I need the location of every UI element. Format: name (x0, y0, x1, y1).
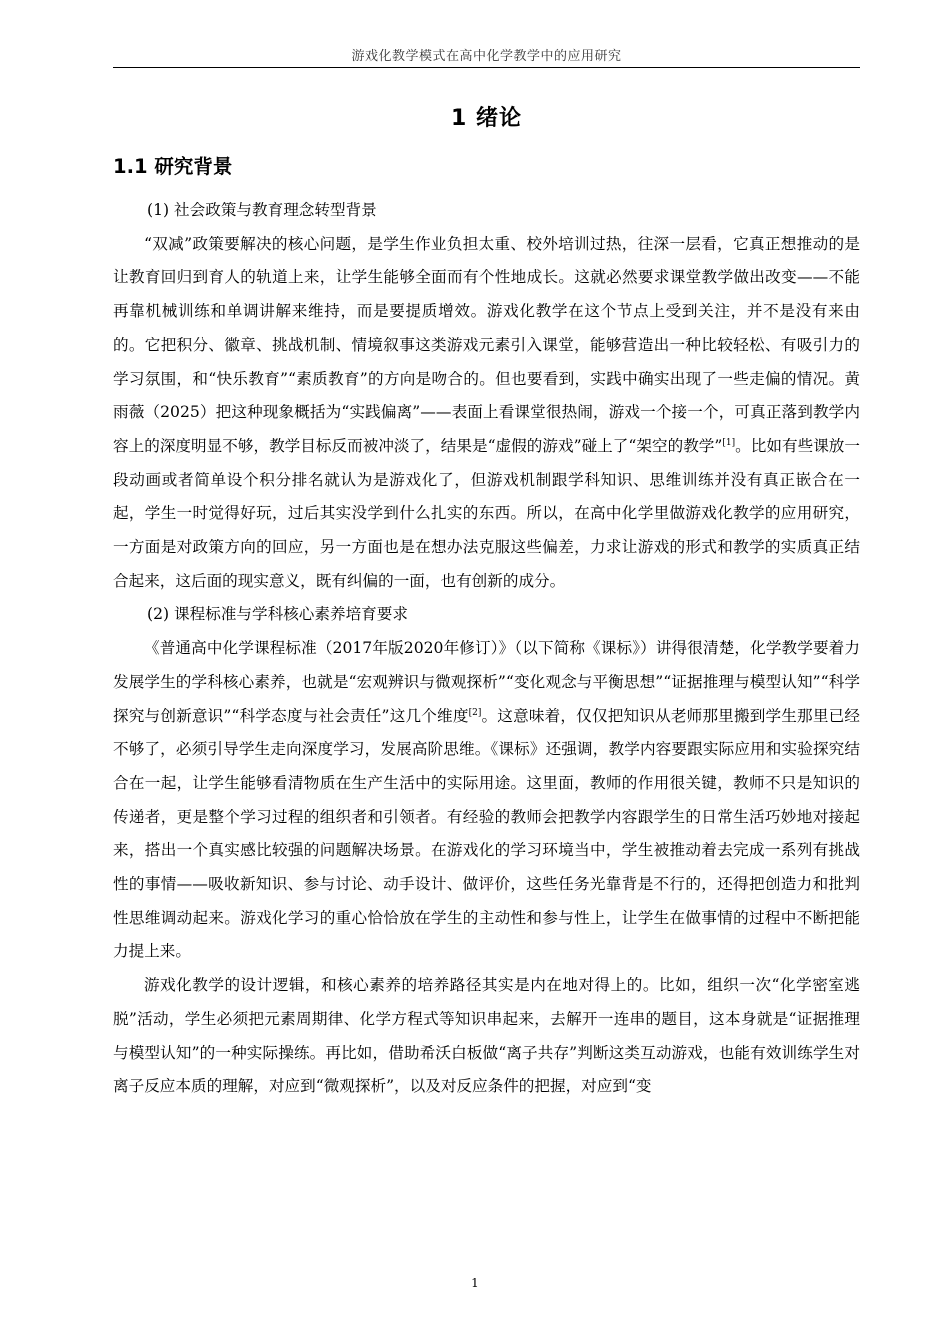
subsection-heading: (1) 社会政策与教育理念转型背景 (147, 201, 377, 219)
paragraph (113, 228, 860, 599)
section-title: 1.1 研究背景 (113, 155, 233, 178)
page-number: 1 (471, 1276, 479, 1290)
header-divider (113, 67, 860, 68)
chapter-title: 1 绪论 (451, 106, 522, 131)
paragraph (113, 632, 860, 969)
paragraph-text: 。这意味着，仅仅把知识从老师那里搬到学生那里已经不够了，必须引导学生走向深度学习，发展高阶思维。《课标》还强调，教学内容要跟实际应用和实验探究结合在一起，让学生能够看清物质在生产生活中的实际用途。这里面，教师的作用很关键，教师不只是知识的传递者，更是整个学习过程的组织者和引领者。有经验的教师会把教学内容跟学生的日常生活巧妙地对接起来，搭出一个真实感比较强的问题解决场景。在游戏化的学习环境当中，学生被推动着去完成一系列有挑战性的事情——吸收新知识、参与讨论、动手设计、做评价，这些任务光靠背是不行的，还得把创造力和批判性思维调动起来。游戏化学习的重心恰恰放在学生的主动性和参与性上，让学生在做事情的过程中不断把能力提上来。 (113, 706, 860, 961)
body-text (113, 194, 860, 1104)
paragraph: 游戏化教学的设计逻辑，和核心素养的培养路径其实是内在地对得上的。比如，组织一次“化学密室逃脱”活动，学生必须把元素周期律、化学方程式等知识串起来，去解开一连串的题目，这本身就是“证据推理与模型认知”的一种实际操练。再比如，借助希沃白板做“离子共存”判断这类互动游戏，也能有效训练学生对离子反应本质的理解，对应到“微观探析”，以及对反应条件的把握，对应到“变 (113, 976, 860, 1096)
subsection-heading: (2) 课程标准与学科核心素养培育要求 (147, 605, 408, 624)
paragraph-text: “双减”政策要解决的核心问题，是学生作业负担太重、校外培训过热，往深一层看，它真正想推动的是让教育回归到育人的轨道上来，让学生能够全面而有个性地成长。这就必然要求课堂教学做出改变——不能再靠机械训练和单调讲解来维持，而是要提质增效。游戏化教学在这个节点上受到关注，并不是没有来由的。它把积分、徽章、挑战机制、情境叙事这类游戏元素引入课堂，能够营造出一种比较轻松、有吸引力的学习氛围，和“快乐教育”“素质教育”的方向是吻合的。但也要看到，实践中确实出现了一些走偏的情况。黄雨薇（2025）把这种现象概括为“实践偏离”——表面上看课堂很热闹，游戏一个接一个，可真正落到教学内容上的深度明显不够，教学目标反而被冲淡了，结果是“虚假的游戏”碰上了“架空的教学” (113, 234, 860, 455)
paragraph-text: 。比如有些课放一段动画或者简单设个积分排名就认为是游戏化了，但游戏机制跟学科知识、思维训练并没有真正嵌合在一起，学生一时觉得好玩，过后其实没学到什么扎实的东西。所以，在高中化学里做游戏化教学的应用研究，一方面是对政策方向的回应，另一方面也是在想办法克服这些偏差，力求让游戏的形式和教学的实质真正结合起来，这后面的现实意义，既有纠偏的一面，也有创新的成分。 (113, 436, 860, 590)
running-header: 游戏化教学模式在高中化学教学中的应用研究 (351, 49, 622, 64)
citation-ref: [2] (468, 707, 482, 718)
citation-ref: [1] (722, 437, 736, 448)
paragraph-text: 《普通高中化学课程标准（2017年版2020年修订）》（以下简称《课标》）讲得很清楚，化学教学要着力发展学生的学科核心素养，也就是“宏观辨识与微观探析”“变化观念与平衡思想”“证据推理与模型认知”“科学探究与创新意识”“科学态度与社会责任”这几个维度 (113, 639, 860, 725)
